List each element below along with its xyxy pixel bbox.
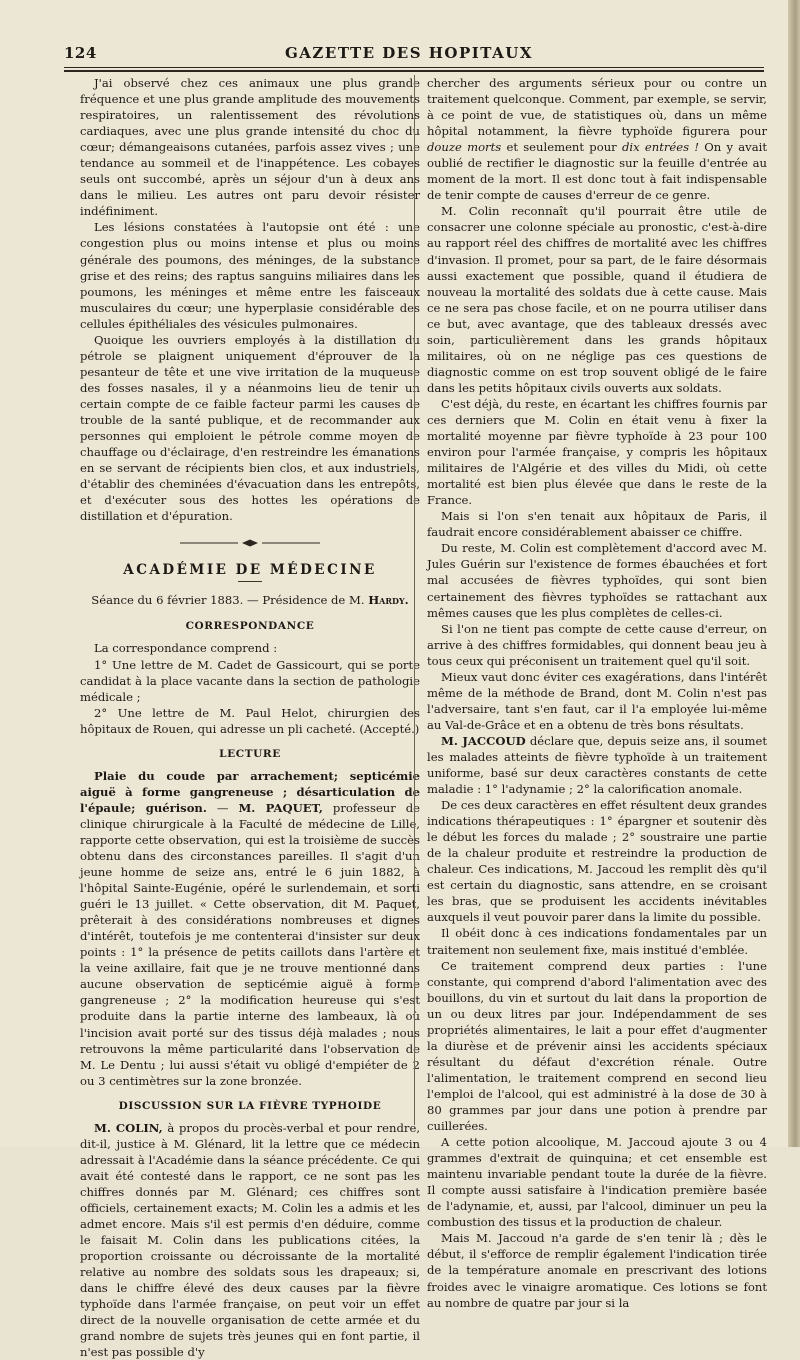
paragraph: Les lésions constatées à l'autopsie ont été : une congestion plus ou moins intense et plus ou moins générale des poumons, des méninges, de la substance grise et des reins; des raptus sanguins miliaires dans les poumons, les méninges et même entre les faisceaux musculaires du cœur; une hyperplasie considérable des cellules épithéliales des vésicules pulmonaires. — [80, 220, 420, 331]
discussion-heading: DISCUSSION SUR LA FIÈVRE TYPHOIDE — [118, 1099, 382, 1112]
section-title: ACADÉMIE DE MÉDECINE — [123, 562, 377, 579]
column-divider — [414, 75, 415, 1125]
paragraph: De ces deux caractères en effet résultent deux grandes indications thérapeutiques : 1° épargner et soutenir dès le début les forces du malade ; 2° soustraire une partie de la chaleur produite et restreindre la production de chaleur. Ces indications, M. Jaccoud les remplit dès qu'il est certain du diagnostic, sans attendre, en se croisant les bras, que se produisent les accidents inévitables auxquels il veut pouvoir parer dans la limite du possible. — [427, 798, 767, 925]
emphasis: dix entrées ! — [621, 140, 699, 155]
paragraph: 1° Une lettre de M. Cadet de Gassicourt, qui se porte candidat à la place vacante dans la section de pathologie médicale ; — [80, 657, 420, 704]
paragraph: Ce traitement comprend deux parties : l'une constante, qui comprend d'abord l'alimentation avec des bouillons, du vin et surtout du lait dans la proportion de un ou deux litres par jour. Indépendamment de ses propriétés alimentaires, le lait a pour effet d'augmenter la diurèse et de prévenir ainsi les accidents spéciaux résultant du défaut d'excrétion rénale. Outre l'alimentation, le traitement comprend en second lieu l'emploi de l'alcool, qui est administré à la dose de 30 à 80 grammes par jour dans une potion à prendre par cuillerées. — [427, 958, 767, 1134]
lecture-author: M. PAQUET, — [238, 800, 323, 815]
discussion-author: M. COLIN, — [94, 1120, 163, 1135]
speaker-name: M. JACCOUD — [441, 733, 526, 748]
page-number: 124 — [64, 44, 97, 62]
text-run: chercher des arguments sérieux pour ou contre un traitement quelconque. Comment, par exemple, se servir, à ce point de vue, de statistiques où, dans un même hôpital notamment, la fièvre typhoïde figurera pour — [427, 76, 767, 139]
paragraph — [427, 733, 767, 797]
lecture-paragraph: Plaie du coude par arrachement; septicémie aiguë à forme gangreneuse ; désarticulation de l'épaule; guérison. — M. PAQUET, professeur de clinique chirurgicale à la Faculté de médecine de Lille, rapporte cette observation, qui est la troisième de succès obtenu dans des circonstances pareilles. Il s'agit d'un jeune homme de seize ans, entré le 6 juin 1882, à l'hôpital Sainte-Eugénie, opéré le surlendemain, et sorti guéri le 13 juillet. « Cette observation, dit M. Paquet, prêterait à des considérations nombreuses et dignes d'intérêt, toutefois je me contenterai d'insister sur deux points : 1° la présence de petits caillots dans l'artère et la veine axillaire, fait que je ne trouve mentionné dans aucune observation de septicémie aiguë à forme gangreneuse ; 2° la modification heureuse qui s'est produite dans la partie interne des lambeaux, là où l'incision avait porté sur des tissus déjà malades ; nous retrouvons la même particularité dans l'observation de M. Le Dentu ; lui aussi s'était vu obligé d'empiéter de 2 ou 3 centimètres sur la zone bronzée. — [80, 768, 421, 1088]
seance-line — [80, 592, 420, 608]
right-column — [427, 75, 767, 1311]
text-run: et seulement pour — [501, 140, 622, 155]
paragraph: M. Colin reconnaît qu'il pourrait être utile de consacrer une colonne spéciale au pronostic, c'est-à-dire au rapport réel des chiffres de mortalité avec les chiffres d'invasion. Il promet, pour sa part, de le faire désormais aussi exactement que possible, quand il étudiera de nouveau la mortalité des soldats due à cette cause. Mais ce ne sera pas chose facile, et on ne pourra utiliser dans ce but, avec avantage, que des tableaux dressés avec soin, particulièrement dans les grands hôpitaux militaires, où on ne néglige pas ces questions de diagnostic comme on est trop souvent obligé de le faire dans les petits hôpitaux civils ouverts aux soldats. — [427, 204, 767, 395]
page-edge — [788, 0, 800, 1147]
header-double-rule — [64, 67, 764, 72]
paragraph: C'est déjà, du reste, en écartant les chiffres fournis par ces derniers que M. Colin en était venu à fixer la mortalité moyenne par fièvre typhoïde à 23 pour 100 environ pour l'armée française, y compris les hôpitaux militaires de l'Algérie et des villes du Midi, où cette mortalité est bien plus élevée que dans le reste de la France. — [427, 396, 767, 508]
paragraph: 2° Une lettre de M. Paul Helot, chirurgien des hôpitaux de Rouen, qui adresse un pli cacheté. (Accepté.) — [80, 705, 420, 736]
correspondance-heading: CORRESPONDANCE — [185, 620, 315, 633]
paragraph: A cette potion alcoolique, M. Jaccoud ajoute 3 ou 4 grammes d'extrait de quinquina; et cet ensemble est maintenu invariable pendant toute la durée de la fièvre. Il compte aussi satisfaire à l'indication première basée de l'adynamie, et, aussi, par l'alcool, diminuer un peu la combustion des tissus et la production de chaleur. — [427, 1135, 767, 1230]
paragraph: Du reste, M. Colin est complètement d'accord avec M. Jules Guérin sur l'existence de formes ébauchées et fort mal accusées de fièvres typhoïdes, qui sont bien certainement des fièvres typhoïdes se rattachant aux mêmes causes que les plus complètes de celles-ci. — [427, 541, 767, 620]
paragraph: Quoique les ouvriers employés à la distillation du pétrole se plaignent uniquement d'éprouver de la pesanteur de tête et une vive irritation de la muqueuse des fosses nasales, il y a néanmoins lieu de tenir un certain compte de ce faible facteur parmi les causes de trouble de la santé publique, et de recommander aux personnes qui emploient le pétrole comme moyen de chauffage ou d'éclairage, d'en restreindre les émanations en se servant de récipients bien clos, et aux industriels, d'établir des cheminées d'évacuation dans les entrepôts, et d'exécuter sous des hottes les opérations de distillation et d'épuration. — [80, 332, 420, 524]
text-run: déclare que, depuis seize ans, il soumet les malades atteints de fièvre typhoïde à un traitement uniforme, basé sur deux caractères constants de cette maladie : 1° l'adynamie ; 2° la calorification anomale. — [427, 733, 767, 797]
seance-text: Séance du 6 février 1883. — Présidence de M. — [91, 593, 369, 608]
journal-title: GAZETTE DES HOPITAUX — [284, 44, 533, 62]
left-column — [80, 75, 420, 1360]
paragraph: La correspondance comprend : — [94, 641, 278, 656]
discussion-body: à propos du procès-verbal et pour rendre, dit-il, justice à M. Glénard, lit la lettre que ce médecin adressait à l'Académie dans la séance précédente. Ce qui avait été contesté dans le rapport, ce ne sont pas les chiffres donnés par M. Glénard; ces chiffres sont officiels, certainement exacts; M. Colin les a admis et les admet encore. Mais s'il est permis d'en déduire, comme le faisait M. Colin dans les publications citées, la proportion croissante ou décroissante de la mortalité relative au nombre des soldats sous les drapeaux; si, dans le chiffre élevé des deux causes par la fièvre typhoïde dans l'armée française, on peut voir un effet direct de la nouvelle organisation de cette armée et du grand nombre de sujets très jeunes qui en font partie, il n'est pas possible d'y — [80, 1120, 421, 1360]
paragraph: Mieux vaut donc éviter ces exagérations, dans l'intérêt même de la méthode de Brand, dont M. Colin n'est pas l'adversaire, tant s'en faut, car il l'a employée lui-même au Val-de-Grâce et en a obtenu de très bons résultats. — [427, 669, 767, 732]
lecture-body: professeur de clinique chirurgicale à la Faculté de médecine de Lille, rapporte cette observation, qui est la troisième de succès obtenu dans des circonstances pareilles. Il s'agit d'un jeune homme de seize ans, entré le 6 juin 1882, à l'hôpital Sainte-Eugénie, opéré le surlendemain, et sorti guéri le 13 juillet. « Cette observation, dit M. Paquet, prêterait à des considérations nombreuses et dignes d'intérêt, toutefois je me contenterai d'insister sur deux points : 1° la présence de petits caillots dans l'artère et la veine axillaire, fait que je ne trouve mentionné dans aucune observation de septicémie aiguë à forme gangreneuse ; 2° la modification heureuse qui s'est produite dans la partie interne des lambeaux, là où l'incision avait porté sur des tissus déjà malades ; nous retrouvons la même particularité dans l'observation de M. Le Dentu ; lui aussi s'était vu obligé d'empiéter de 2 ou 3 centimètres sur la zone bronzée. — [80, 800, 421, 1088]
title-rule — [238, 581, 262, 582]
lecture-heading: LECTURE — [219, 747, 281, 760]
paragraph: Il obéit donc à ces indications fondamentales par un traitement non seulement fixe, mais institué d'emblée. — [427, 926, 767, 957]
text-run: On y avait oublié de rectifier le diagnostic sur la feuille d'entrée au moment de la mort. Il est donc tout à fait indispensable de tenir compte de causes d'erreur de ce genre. — [427, 140, 768, 203]
section-ornament — [180, 538, 320, 548]
page-header — [64, 44, 754, 64]
discussion-paragraph — [80, 1120, 420, 1360]
paragraph: J'ai observé chez ces animaux une plus grande fréquence et une plus grande amplitude des mouvements respiratoires, un ralentissement des révolutions cardiaques, avec une plus grande intensité du choc du cœur; démangeaisons cutanées, parfois assez vives ; une tendance au sommeil et de l'inappétence. Les cobayes seuls ont succombé, après un séjour d'un à deux ans dans le milieu. Les autres ont paru devoir résister indéfiniment. — [80, 76, 420, 219]
paragraph: Mais si l'on s'en tenait aux hôpitaux de Paris, il faudrait encore considérablement abaisser ce chiffre. — [427, 509, 767, 540]
paragraph: Mais M. Jaccoud n'a garde de s'en tenir là ; dès le début, il s'efforce de remplir également l'indication tirée de la température anomale en prescrivant des lotions froides avec le vinaigre aromatique. Ces lotions se font au nombre de quatre par jour si la — [427, 1231, 767, 1310]
continued-paragraph — [427, 75, 767, 203]
emphasis: douze morts — [427, 140, 502, 155]
lecture-title: Plaie du coude par arrachement; septicémie aiguë à forme gangreneuse ; désarticulation de l'épaule; guérison. — [80, 768, 420, 815]
seance-president: Hardy. — [368, 593, 409, 608]
paragraph: Si l'on ne tient pas compte de cette cause d'erreur, on arrive à des chiffres formidables, qui donnent beau jeu à tous ceux qui préconisent un traitement quel qu'il soit. — [427, 621, 767, 668]
